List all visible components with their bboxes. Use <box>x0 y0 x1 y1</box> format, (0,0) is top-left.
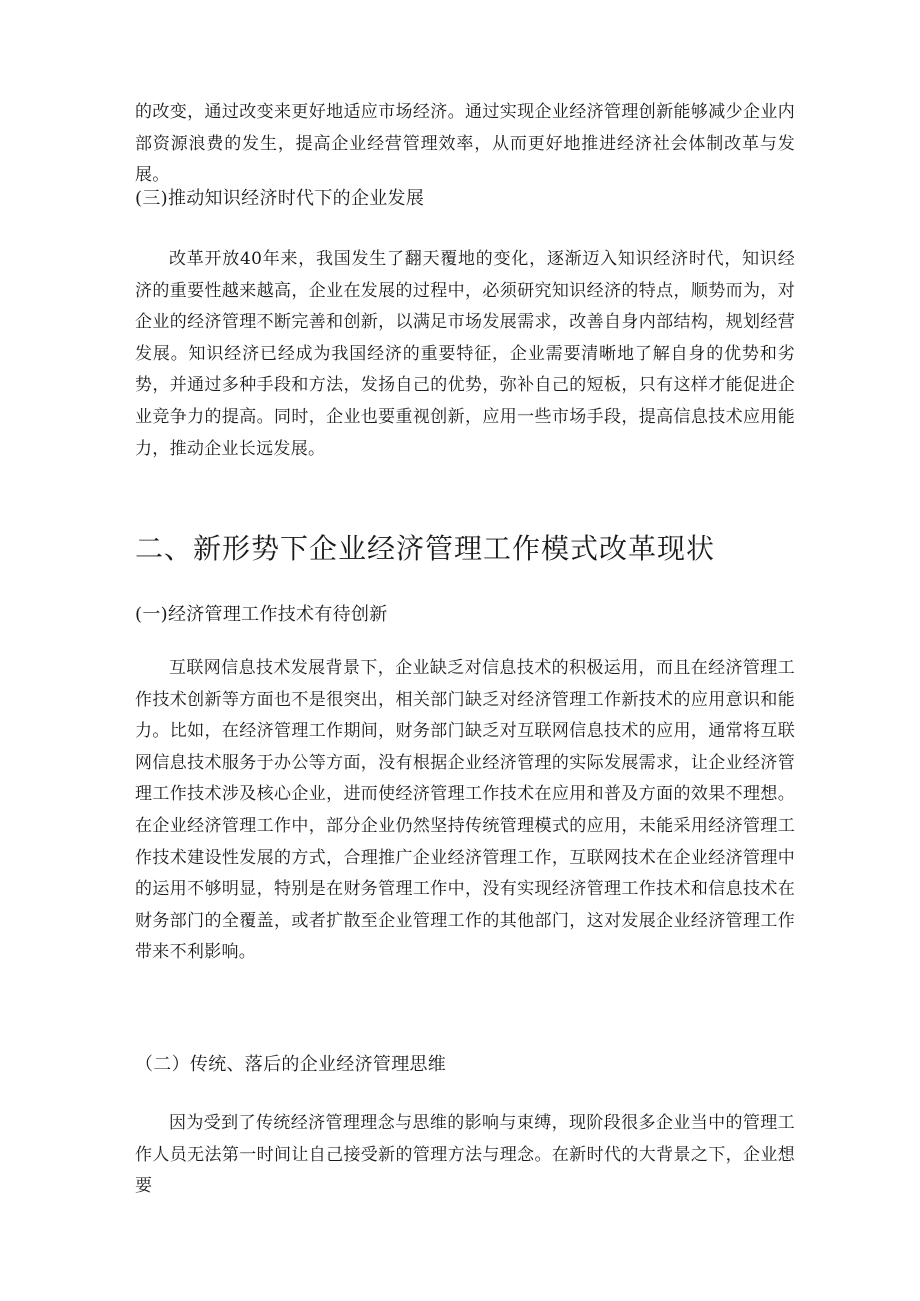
paragraph-continuation: 的改变，通过改变来更好地适应市场经济。通过实现企业经济管理创新能够减少企业内部资源浪费的发生，提高企业经营管理效率，从而更好地推进经济社会体制改革与发展。 <box>135 102 795 186</box>
chapter-heading-2: 二、新形势下企业经济管理工作模式改革现状 <box>135 532 716 565</box>
paragraph-knowledge-economy: 改革开放40年来，我国发生了翻天覆地的变化，逐渐迈入知识经济时代，知识经济的重要性越来越高，企业在发展的过程中，必须研究知识经济的特点，顺势而为，对企业的经济管理不断完善和创新，以满足市场发展需求，改善自身内部结构，规划经营发展。知识经济已经成为我国经济的重要特征，企业需要清晰地了解自身的优势和劣势，并通过多种手段和方法，发扬自己的优势，弥补自己的短板，只有这样才能促进企业竞争力的提高。同时，企业也要重视创新，应用一些市场手段，提高信息技术应用能力，推动企业长远发展。 <box>135 249 795 459</box>
section-heading-2: （二）传统、落后的企业经济管理思维 <box>135 1054 447 1075</box>
section-heading-1: (一)经济管理工作技术有待创新 <box>135 604 388 625</box>
paragraph-traditional-thinking: 因为受到了传统经济管理理念与思维的影响与束缚，现阶段很多企业当中的管理工作人员无法第一时间让自己接受新的管理方法与理念。在新时代的大背景之下，企业想要 <box>135 1113 795 1197</box>
section-heading-3: (三)推动知识经济时代下的企业发展 <box>135 188 425 209</box>
paragraph-technology-innovation: 互联网信息技术发展背景下，企业缺乏对信息技术的积极运用，而且在经济管理工作技术创新等方面也不是很突出，相关部门缺乏对经济管理工作新技术的应用意识和能力。比如，在经济管理工作期间，财务部门缺乏对互联网信息技术的应用，通常将互联网信息技术服务于办公等方面，没有根据企业经济管理的实际发展需求，让企业经济管理工作技术涉及核心企业，进而使经济管理工作技术在应用和普及方面的效果不理想。在企业经济管理工作中，部分企业仍然坚持传统管理模式的应用，未能采用经济管理工作技术建设性发展的方式，合理推广企业经济管理工作，互联网技术在企业经济管理中的运用不够明显，特别是在财务管理工作中，没有实现经济管理工作技术和信息技术在财务部门的全覆盖，或者扩散至企业管理工作的其他部门，这对发展企业经济管理工作带来不利影响。 <box>135 658 795 963</box>
